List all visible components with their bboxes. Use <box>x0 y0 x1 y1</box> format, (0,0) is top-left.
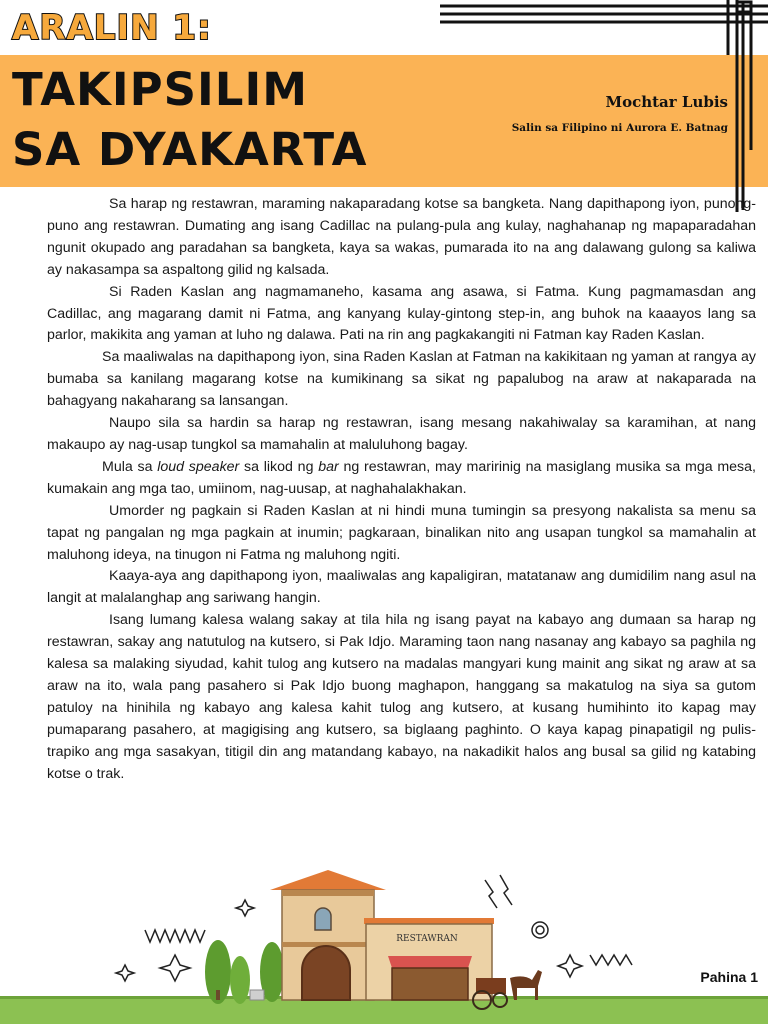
author-name: Mochtar Lubis <box>605 93 728 111</box>
paragraph-5-part-a: Mula sa <box>102 458 158 475</box>
paragraph-6: Umorder ng pagkain si Raden Kaslan at ni hindi muna tumingin sa presyong nakalista sa menu sa tapat ng pangalan ng mga pagkain at inumin; pagkaraan, binalikan nito ang usapan tungkol sa mamahalin at maluhong ideya, na tinugon ni Fatma ng maluhong ngiti. <box>47 502 756 563</box>
translator-credit: Salin sa Filipino ni Aurora E. Batnag <box>511 122 728 134</box>
restaurant-sign: RESTAWRAN <box>396 934 458 944</box>
title-line-2: SA DYAKARTA <box>12 123 368 176</box>
paragraph-8: Isang lumang kalesa walang sakay at tila hila ng isang payat na kabayo ang dumaan sa harap ng restawran, sakay ang natutulog na kutsero, si Pak Idjo. Maraming taon nang nasanay ang kabayo sa paghila ng kalesa sa malaking siyudad, kahit tulog ang kutsero na madalas mangyari kung mainit ang sikat ng araw at sa araw na ito, wala pang pasahero si Pak Idjo buong maghapon, hanggang sa makatulog na siya sa gutom patuloy na hinihila ng kabayo ang kalesa kahit tulog ang kutsero, at kusang humihinto ito kapag may pumaparang pasahero, at magigising ang kutsero, sa biglaang paghinto. O kaya kapag pinapatigil ng pulis-trapiko ang mga sasakyan, titigil din ang matandang kabayo, na nakadikit halos ang busal sa gilid ng katabing kotse o trak. <box>47 612 756 782</box>
paragraph-3: Sa maaliwalas na dapithapong iyon, sina Raden Kaslan at Fatman na kakikitaan ng yaman at rangya ay bumaba sa kanilang magarang kotse na kumikinang sa sikat ng papalubog na araw at nakaparada na bahagyang nakaharang sa lansangan. <box>47 349 756 410</box>
tower-roof <box>270 870 386 890</box>
page-number: Pahina 1 <box>700 969 758 985</box>
page-title <box>12 60 367 180</box>
restaurant-illustration <box>0 860 768 1024</box>
paragraph-7: Kaaya-aya ang dapithapong iyon, maaliwalas ang kapaligiran, matatanaw ang dumidilim nang asul na langit at malalanghap ang sariwang hangin. <box>47 568 756 607</box>
tower-window <box>315 908 331 930</box>
paragraph-5 <box>47 457 756 501</box>
lesson-label: ARALIN 1: <box>12 8 212 48</box>
paragraph-5-part-c: ng restawran, may maririnig na masiglang musika sa mga mesa, kumakain ang mga tao, umiinom, nag-uusap, at naghahalakhakan. <box>47 458 756 497</box>
paragraph-2: Si Raden Kaslan ang nagmamaneho, kasama ang asawa, si Fatma. Kung pagmamasdan ang Cadillac, ang magarang damit ni Fatma, ang kanyang kulay-gintong step-in, ang buhok na kaaayos lang sa parlor, makikita ang yaman at luho ng dalawa. Pati na rin ang pagkakangiti ni Fatman kay Raden Kaslan. <box>47 283 756 344</box>
paragraph-5-emphasis-2: bar <box>318 458 339 475</box>
awning <box>388 956 472 968</box>
paragraph-5-emphasis-1: loud speaker <box>157 458 240 475</box>
story-text <box>47 194 756 785</box>
paragraph-1: Sa harap ng restawran, maraming nakaparadang kotse sa bangketa. Nang dapithapong iyon, punong-puno ang restawran. Dumating ang isang Cadillac na pulang-pula ang kulay, naghahanap ng mapaparadahan ngunit okupado ang paradahan sa bangketa, kaya sa wakas, pumarada ito na ang dalawang gulong sa kaliwa ay nakasampa sa aspaltong gilid ng kalsada. <box>47 196 756 278</box>
paragraph-4: Naupo sila sa hardin sa harap ng restawran, isang mesang nakahiwalay sa karamihan, at nang makaupo ay nag-usap tungkol sa mamahalin at maluluhong bagay. <box>47 415 756 453</box>
restaurant-window <box>392 968 468 1000</box>
arched-door <box>302 946 350 1000</box>
paragraph-5-part-b: sa likod ng <box>239 458 319 475</box>
title-line-1: TAKIPSILIM <box>12 63 308 116</box>
grass-ground <box>0 997 768 1024</box>
horse <box>510 970 542 1000</box>
tree <box>230 956 250 1004</box>
